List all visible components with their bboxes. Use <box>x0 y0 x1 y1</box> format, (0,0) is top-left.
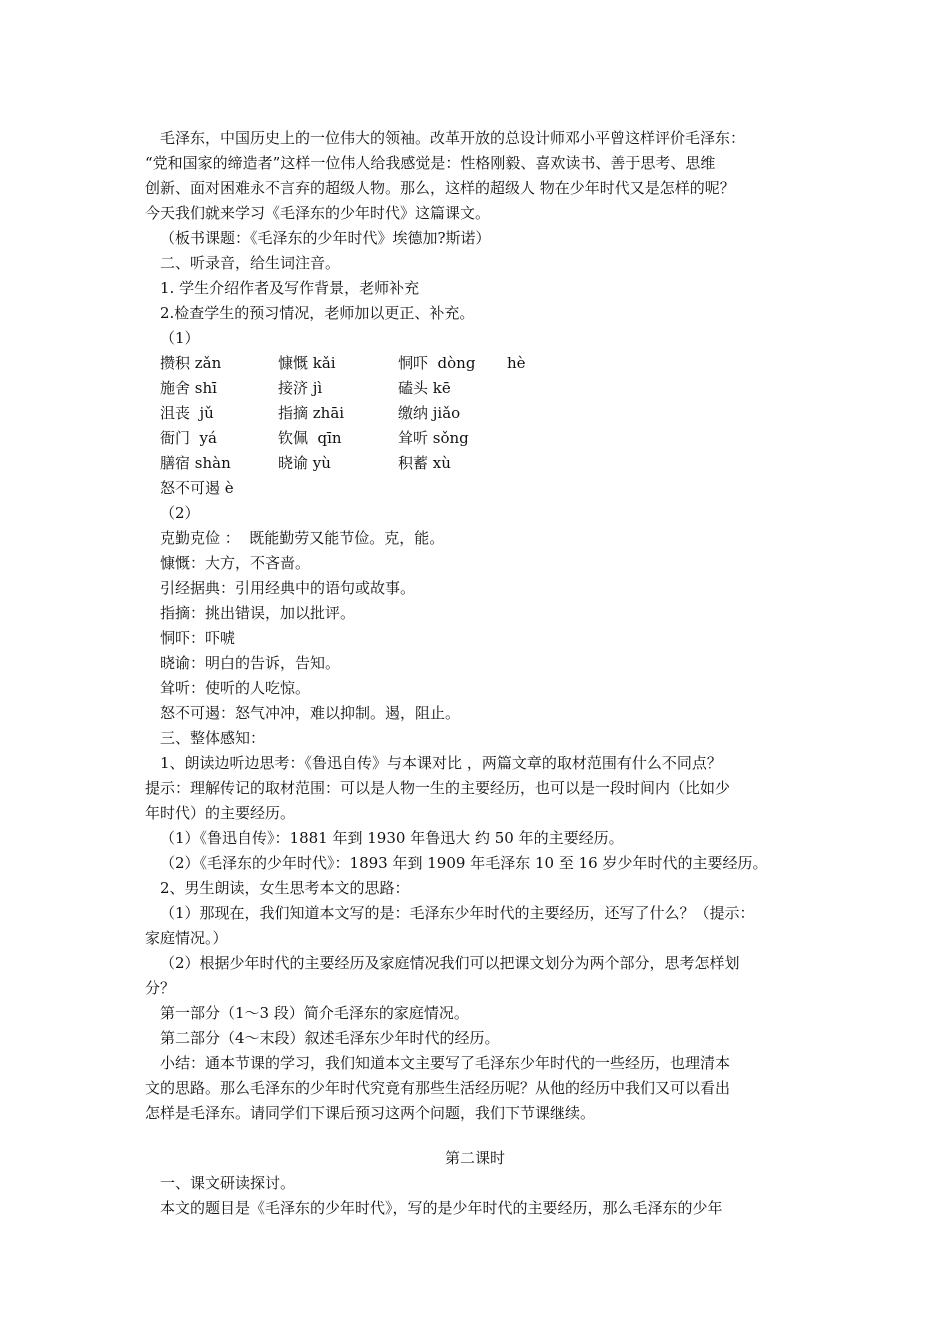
text-line: （板书课题：《毛泽东的少年时代》埃德加?斯诺） <box>160 229 491 247</box>
vocab-entry: 磕头 kē <box>398 379 451 397</box>
text-line: 小结：通本节课的学习，我们知道本文主要写了毛泽东少年时代的一些经历，也理清本 <box>160 1054 731 1072</box>
text-line: （2）《毛泽东的少年时代》：1893 年到 1909 年毛泽东 10 至 16 岁少年时代的主要经历。 <box>160 854 768 872</box>
text-line: 1. 学生介绍作者及写作背景，老师补充 <box>160 279 420 297</box>
text-line: 今天我们就来学习《毛泽东的少年时代》这篇课文。 <box>145 204 491 222</box>
text-line: （1）《鲁迅自传》：1881 年到 1930 年鲁迅大 约 50 年的主要经历。 <box>160 829 624 847</box>
text-line: （1） <box>160 329 200 347</box>
text-line: “党和国家的缔造者”这样一位伟人给我感觉是：性格刚毅、喜欢读书、善于思考、思维 <box>145 154 716 172</box>
vocab-entry: 晓谕 yù <box>278 454 331 472</box>
vocab-entry: 慷慨 kǎi <box>278 354 336 372</box>
text-line: 引经据典：引用经典中的语句或故事。 <box>160 579 416 597</box>
section-heading: 第二课时 <box>444 1149 505 1167</box>
text-line: 毛泽东，中国历史上的一位伟大的领袖。改革开放的总设计师邓小平曾这样评价毛泽东： <box>160 129 746 147</box>
vocab-entry: 沮丧 jǔ <box>160 404 214 422</box>
vocab-entry: hè <box>507 354 526 372</box>
vocab-entry: 衙门 yá <box>160 429 217 447</box>
text-line: 怎样是毛泽东。请同学们下课后预习这两个问题，我们下节课继续。 <box>145 1104 596 1122</box>
vocab-entry: 恫吓 dòng <box>398 354 476 372</box>
text-line: 怒不可遏 è <box>160 479 234 497</box>
text-line: 创新、面对困难永不言弃的超级人物。那么，这样的超级人 物在少年时代又是怎样的呢？ <box>145 179 735 197</box>
text-line: 晓谕：明白的告诉，告知。 <box>160 654 341 672</box>
text-line: 本文的题目是《毛泽东的少年时代》，写的是少年时代的主要经历，那么毛泽东的少年 <box>160 1199 723 1217</box>
text-line: 怒不可遏：怒气冲冲，难以抑制。遏，阻止。 <box>160 704 461 722</box>
text-line: 1、朗读边听边思考：《鲁迅自传》与本课对比 ，两篇文章的取材范围有什么不同点？ <box>160 754 722 772</box>
text-line: 第二部分（4～末段）叙述毛泽东少年时代的经历。 <box>160 1029 500 1047</box>
text-line: 分？ <box>145 979 176 997</box>
text-line: （1）那现在，我们知道本文写的是：毛泽东少年时代的主要经历，还写了什么？（提示： <box>160 904 755 922</box>
text-line: 三、整体感知： <box>160 729 266 747</box>
text-line: 慷慨：大方，不吝啬。 <box>160 554 311 572</box>
vocab-entry: 缴纳 jiǎo <box>398 404 461 422</box>
text-line: 2.检查学生的预习情况，老师加以更正、补充。 <box>160 304 475 322</box>
text-line: 二、听录音，给生词注音。 <box>160 254 341 272</box>
text-line: 克勤克俭 ： 既能勤劳又能节俭。克，能。 <box>160 529 445 547</box>
vocab-entry: 膳宿 shàn <box>160 454 231 472</box>
text-line: 2、男生朗读，女生思考本文的思路： <box>160 879 410 897</box>
text-line: 提示：理解传记的取材范围：可以是人物一生的主要经历，也可以是一段时间内（比如少 <box>145 779 731 797</box>
text-line: 文的思路。那么毛泽东的少年时代究竟有那些生活经历呢？从他的经历中我们又可以看出 <box>145 1079 731 1097</box>
text-line: 第一部分（1～3 段）简介毛泽东的家庭情况。 <box>160 1004 469 1022</box>
text-line: （2）根据少年时代的主要经历及家庭情况我们可以把课文划分为两个部分，思考怎样划 <box>160 954 740 972</box>
text-line: 恫吓：吓唬 <box>160 629 236 647</box>
vocab-entry: 施舍 shī <box>160 379 217 397</box>
text-line: 年时代）的主要经历。 <box>145 804 296 822</box>
vocab-entry: 指摘 zhāi <box>278 404 345 422</box>
vocab-entry: 攒积 zǎn <box>160 354 222 372</box>
vocab-entry: 耸听 sǒng <box>398 429 469 447</box>
text-line: 家庭情况。） <box>145 929 228 947</box>
vocab-entry: 接济 jì <box>278 379 323 397</box>
vocab-entry: 钦佩 qīn <box>278 429 342 447</box>
text-line: 一、课文研读探讨。 <box>160 1174 296 1192</box>
text-line: 耸听：使听的人吃惊。 <box>160 679 311 697</box>
text-line: （2） <box>160 504 200 522</box>
text-line: 指摘：挑出错误，加以批评。 <box>160 604 356 622</box>
vocab-entry: 积蓄 xù <box>398 454 451 472</box>
